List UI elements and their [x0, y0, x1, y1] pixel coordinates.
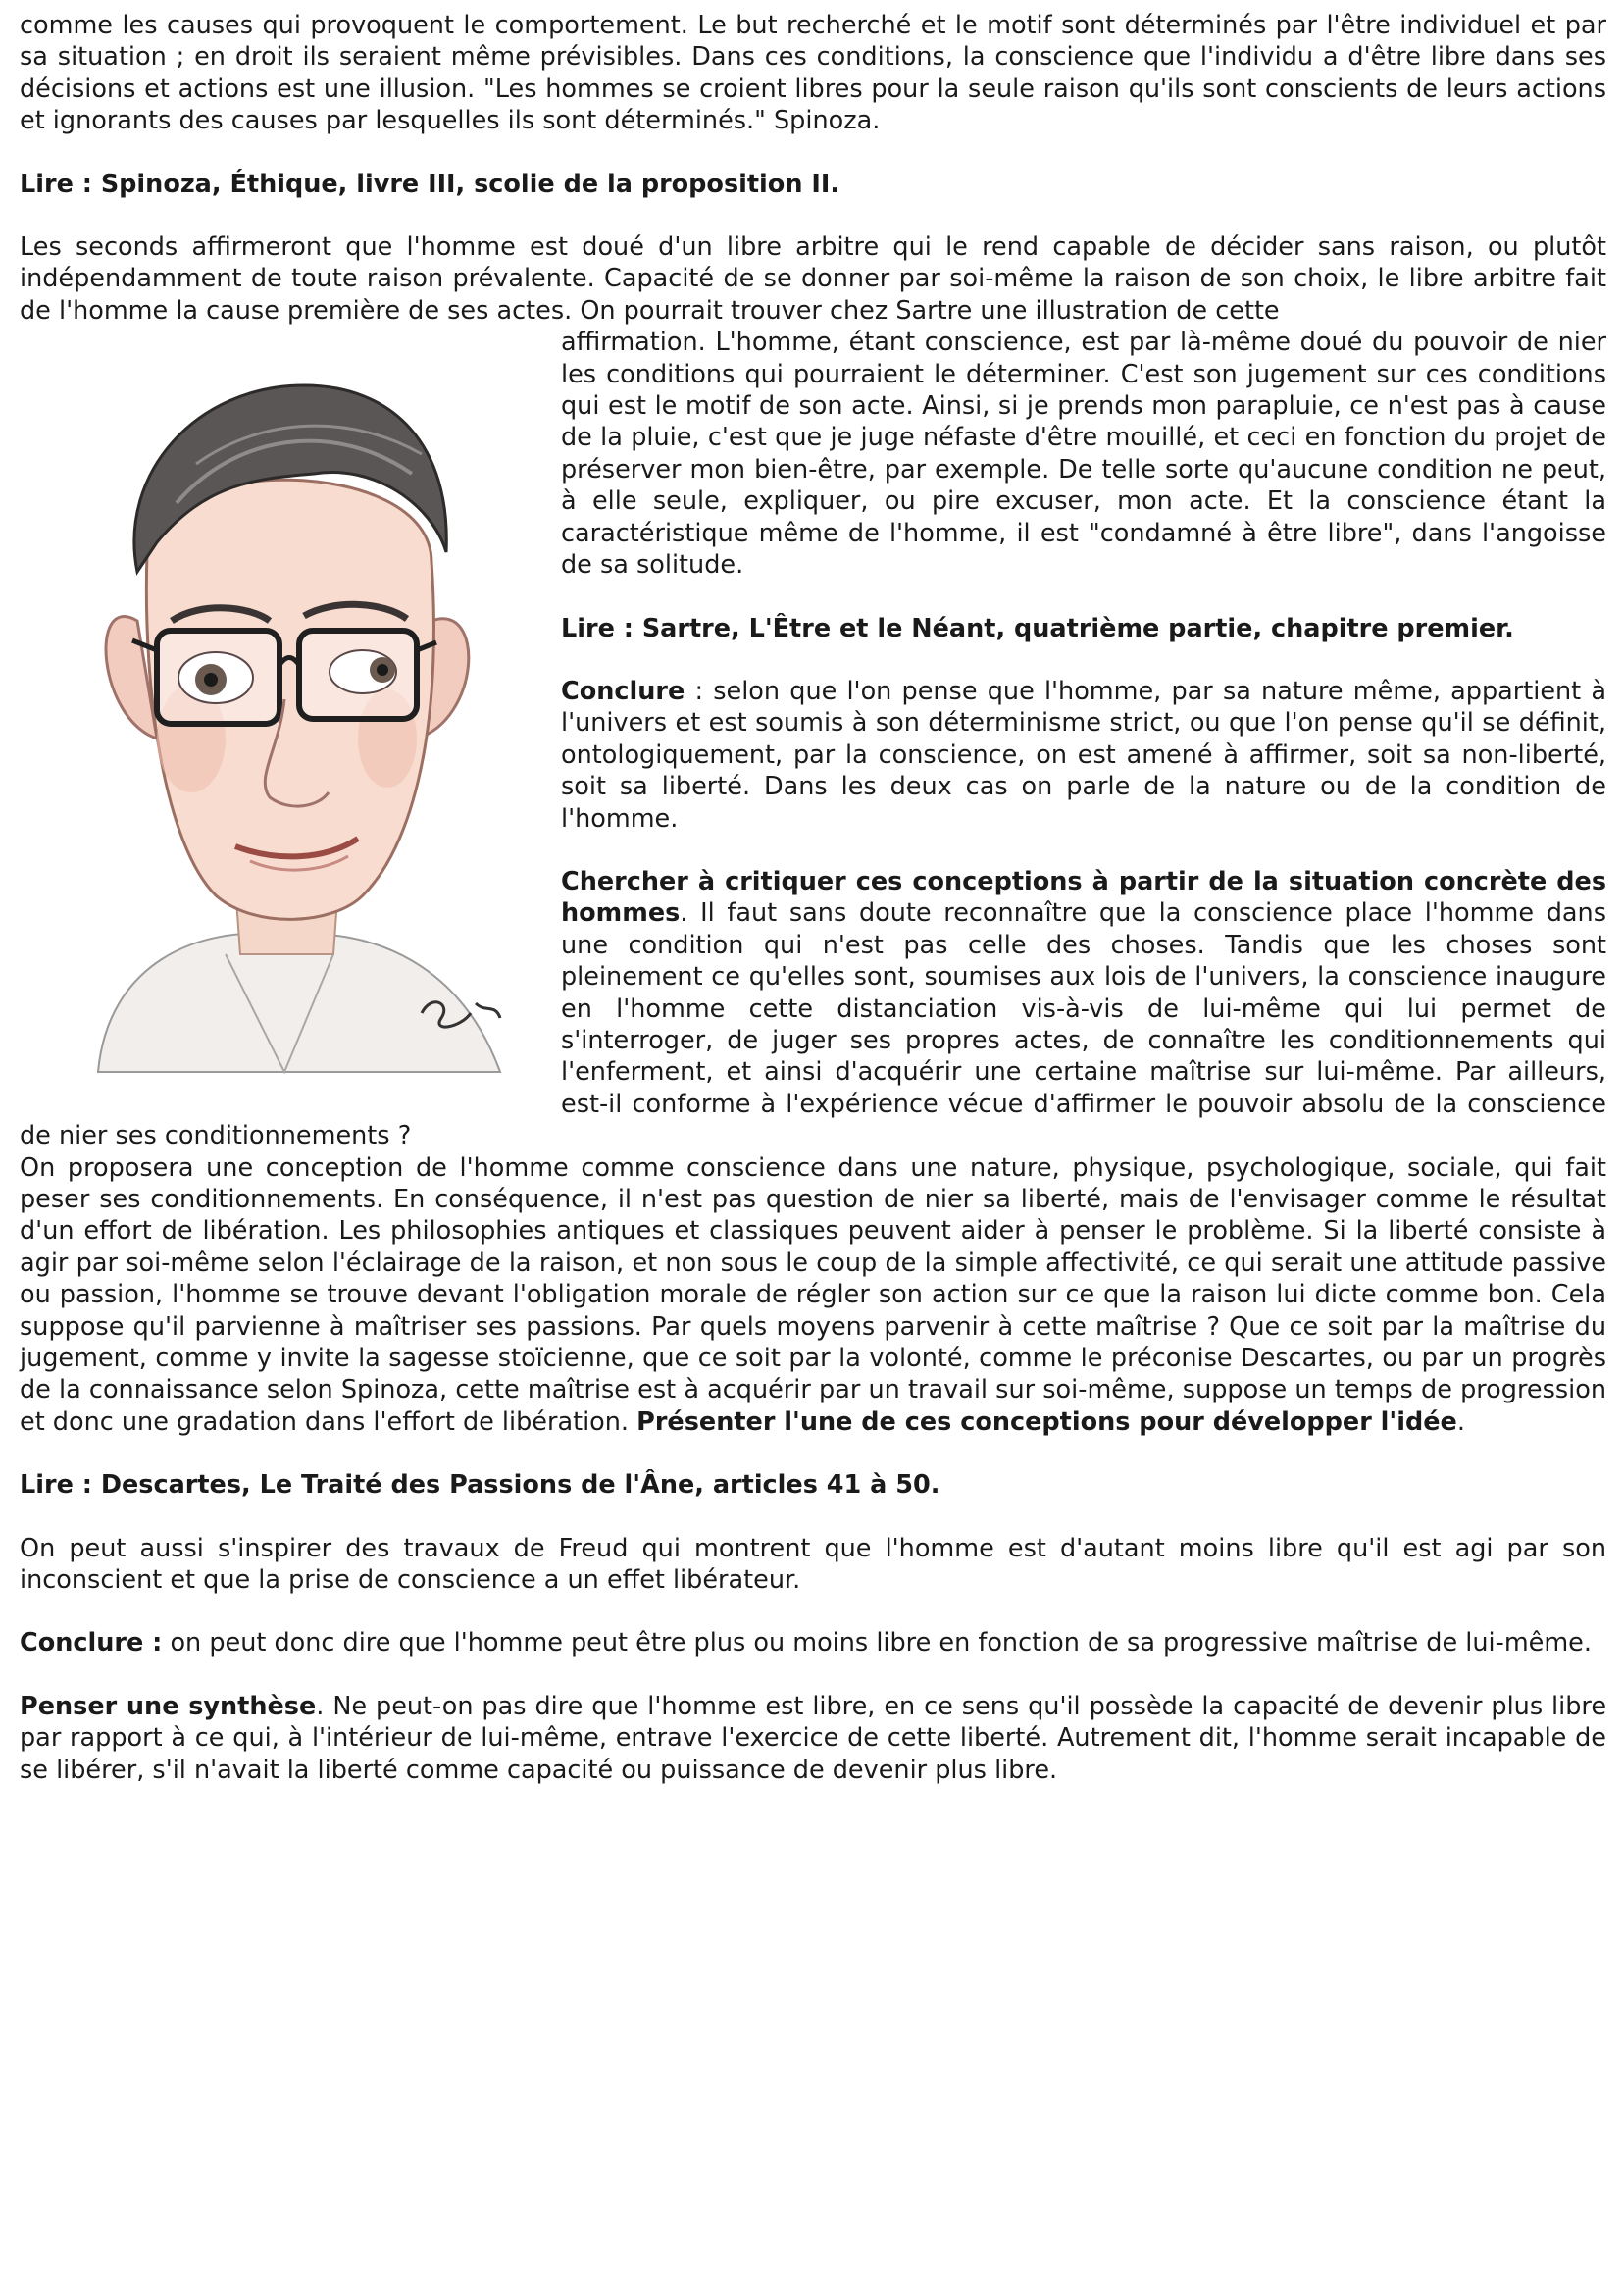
reading-descartes: Lire : Descartes, Le Traité des Passions de l'Âne, articles 41 à 50.: [20, 1470, 940, 1501]
conclude-label-2: Conclure :: [20, 1628, 163, 1658]
synthese-label: Penser une synthèse: [20, 1691, 317, 1721]
propose-text: On proposera une conception de l'homme comme conscience dans une nature, physique, psychologique, sociale, qui fait peser ses conditionnements. En conséquence, il n'est pas question de nier sa liberté, mais de l'envisager comme le résultat d'un effort de libération. Les philosophies antiques et classiques peuvent aider à penser le problème. Si la liberté consiste à agir par soi-même selon l'éclairage de la raison, et non sous le coup de la simple affectivité, ce qui serait une attitude passive ou passion, l'homme se trouve devant l'obligation morale de régler son action sur ce que la raison lui dicte comme bon. Cela suppose qu'il parvienne à maîtriser ses passions. Par quels moyens parvenir à cette maîtrise ? Que ce soit par la maîtrise du jugement, comme y invite la sagesse stoïcienne, que ce soit par la volonté, comme le préconise Descartes, ou par un progrès de la connaissance selon Spinoza, cette maîtrise est à acquérir par un travail sur soi-même, suppose un temps de progression et donc une gradation dans l'effort de libération.: [20, 1152, 1606, 1437]
document-page: [20, 10, 1606, 1786]
conclude-text-1: : selon que l'on pense que l'homme, par sa nature même, appartient à l'univers et est soumis à son déterminisme strict, ou que l'on pense qu'il se définit, ontologiquement, par la conscience, on est amené à affirmer, soit sa non-liberté, soit sa liberté. Dans les deux cas on parle de la nature ou de la condition de l'homme.: [561, 676, 1606, 834]
intro-paragraph: comme les causes qui provoquent le comportement. Le but recherché et le motif sont déterminés par l'être individuel et par sa situation ; en droit ils seraient même prévisibles. Dans ces conditions, la conscience que l'individu a d'être libre dans ses décisions et actions est une illusion. "Les hommes se croient libres pour la seule raison qu'ils sont conscients de leurs actions et ignorants des causes par lesquelles ils sont déterminés." Spinoza.: [20, 11, 1606, 136]
conclude-paragraph-2: [20, 1627, 1606, 1658]
synthese-paragraph: [20, 1691, 1606, 1786]
critique-text: . Il faut sans doute reconnaître que la conscience place l'homme dans une condition qui n'est pas celle des choses. Tandis que les choses sont pleinement ce qu'elles sont, soumises aux lois de l'univers, la conscience inaugure en l'homme cette distanciation vis-à-vis de lui-même qui lui permet de s'interroger, de juger ses propres actes, de connaître les conditionnements qui l'enferment, et ainsi d'acquérir une certaine maîtrise sur lui-même. Par ailleurs, est-il conforme à l'expérience vécue d'affirmer le pouvoir absolu de la conscience de nier ses conditionnements ?: [20, 898, 1606, 1151]
conclude-text-2: on peut donc dire que l'homme peut être plus ou moins libre en fonction de sa progressive maîtrise de lui-même.: [162, 1628, 1592, 1658]
propose-paragraph: [20, 1152, 1606, 1439]
seconds-paragraph-rest: affirmation. L'homme, étant conscience, est par là-même doué du pouvoir de nier les conditions qui pourraient le déterminer. C'est son jugement sur ces conditions qui est le motif de son acte. Ainsi, si je prends mon parapluie, ce n'est pas à cause de la pluie, c'est que je juge néfaste d'être mouillé, et ceci en fonction du projet de préserver mon bien-être, par exemple. De telle sorte qu'aucune condition ne peut, à elle seule, expliquer, ou pire excuser, mon acte. Et la conscience étant la caractéristique même de l'homme, il est "condamné à être libre", dans l'angoisse de sa solitude.: [561, 328, 1606, 581]
propose-end: .: [1456, 1406, 1465, 1437]
reading-sartre: Lire : Sartre, L'Être et le Néant, quatrième partie, chapitre premier.: [561, 613, 1514, 643]
reading-spinoza: Lire : Spinoza, Éthique, livre III, scolie de la proposition II.: [20, 169, 840, 199]
critique-label: Chercher à critiquer ces conceptions à partir de la situation concrète des hommes: [561, 866, 1606, 929]
seconds-paragraph-lead: Les seconds affirmeront que l'homme est doué d'un libre arbitre qui le rend capable de décider sans raison, ou plutôt indépendamment de toute raison prévalente. Capacité de se donner par soi-même la raison de son choix, le libre arbitre fait de l'homme la cause première de ses actes. On pourrait trouver chez Sartre une illustration de cette: [20, 232, 1606, 326]
synthese-text: . Ne peut-on pas dire que l'homme est libre, en ce sens qu'il possède la capacité de devenir plus libre par rapport à ce qui, à l'intérieur de lui-même, entrave l'exercice de cette liberté. Autrement dit, l'homme serait incapable de se libérer, s'il n'avait la liberté comme capacité ou puissance de devenir plus libre.: [20, 1691, 1607, 1785]
propose-bold: Présenter l'une de ces conceptions pour développer l'idée: [636, 1406, 1457, 1437]
conclude-label-1: Conclure: [561, 676, 685, 706]
freud-paragraph: On peut aussi s'inspirer des travaux de Freud qui montrent que l'homme est d'autant moins libre qu'il est agi par son inconscient et que la prise de conscience a un effet libérateur.: [20, 1533, 1606, 1596]
sartre-caricature: [20, 327, 541, 1111]
